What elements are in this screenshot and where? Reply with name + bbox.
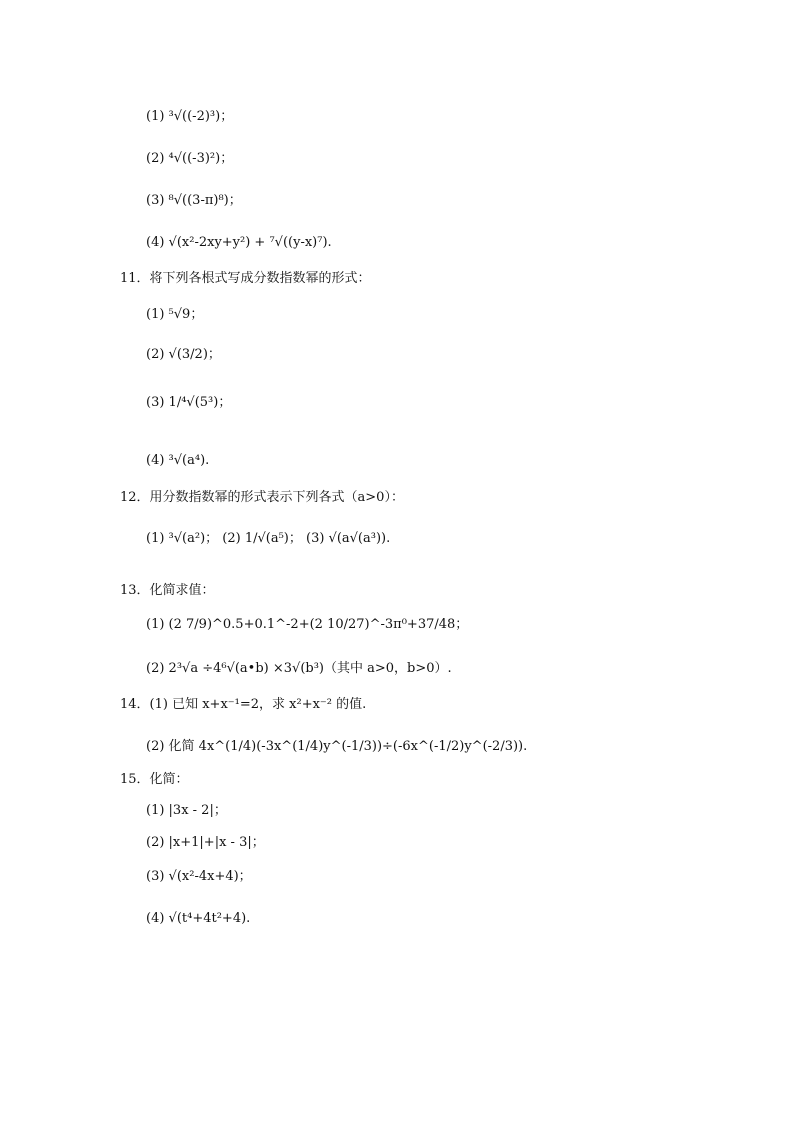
question-14: 14．(1) 已知 x+x⁻¹=2，求 x²+x⁻² 的值. <box>120 697 367 712</box>
item-11-1: (1) ⁵√9； <box>146 307 204 322</box>
item-13-2: (2) 2³√a ÷4⁶√(a•b) ×3√(b³)（其中 a>0，b>0）. <box>146 661 452 676</box>
item-15-1: (1) |3x - 2|； <box>146 803 227 818</box>
item-15-4: (4) √(t⁴+4t²+4). <box>146 911 251 926</box>
item-11-2: (2) √(3/2)； <box>146 347 221 362</box>
item-13-1: (1) (2 7/9)^0.5+0.1^-2+(2 10/27)^-3π⁰+37/48； <box>146 617 469 632</box>
question-15: 15．化简： <box>120 772 189 787</box>
item-15-3: (3) √(x²-4x+4)； <box>146 869 252 884</box>
question-12: 12．用分数指数幂的形式表示下列各式（a>0）： <box>120 490 404 505</box>
item-10-2: (2) ⁴√((-3)²)； <box>146 151 234 166</box>
item-14-2: (2) 化简 4x^(1/4)(-3x^(1/4)y^(-1/3))÷(-6x^(-1/2)y^(-2/3)). <box>146 739 528 754</box>
item-12: (1) ³√(a²)； (2) 1/√(a⁵)； (3) √(a√(a³)). <box>146 531 391 546</box>
item-11-4: (4) ³√(a⁴). <box>146 453 210 468</box>
item-11-3: (3) 1/⁴√(5³)； <box>146 395 232 410</box>
item-10-4: (4) √(x²-2xy+y²) + ⁷√((y-x)⁷). <box>146 235 332 250</box>
item-15-2: (2) |x+1|+|x - 3|； <box>146 835 265 850</box>
item-10-3: (3) ⁸√((3-π)⁸)； <box>146 193 242 208</box>
question-13: 13．化简求值： <box>120 583 215 598</box>
question-11: 11．将下列各根式写成分数指数幂的形式： <box>120 271 371 286</box>
item-10-1: (1) ³√((-2)³)； <box>146 109 234 124</box>
